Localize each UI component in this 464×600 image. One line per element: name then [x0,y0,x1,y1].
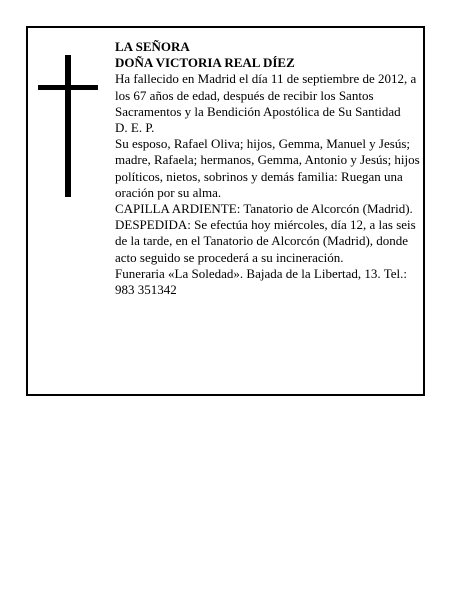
obituary-notice [26,26,425,396]
funeral-home-info: Funeraria «La Soledad». Bajada de la Libertad, 13. Tel.: 983 351342 [115,265,407,298]
chapel-info: CAPILLA ARDIENTE: Tanatorio de Alcorcón (Madrid). [115,201,413,217]
farewell-info: DESPEDIDA: Se efectúa hoy miércoles, día 12, a las seis de la tarde, en el Tanatorio de Alcorcón (Madrid), donde acto seguido se procederá a su incineración. [115,217,416,265]
cross-horizontal-bar [38,85,98,90]
rest-in-peace: D. E. P. [115,120,155,136]
cross-vertical-bar [65,55,71,197]
deceased-name: DOÑA VICTORIA REAL DÍEZ [115,55,295,71]
latin-cross-icon [38,55,98,197]
family-listing: Su esposo, Rafael Oliva; hijos, Gemma, Manuel y Jesús; madre, Rafaela; hermanos, Gemma, Antonio y Jesús; hijos políticos, nietos, sobrinos y demás familia: Ruegan una oración por su alma. [115,136,420,200]
deceased-honorific: LA SEÑORA [115,39,190,54]
death-announcement: Ha fallecido en Madrid el día 11 de septiembre de 2012, a los 67 años de edad, después de recibir los Santos Sacramentos y la Bendición Apostólica de Su Santidad [115,71,417,119]
obituary-text [115,39,421,298]
